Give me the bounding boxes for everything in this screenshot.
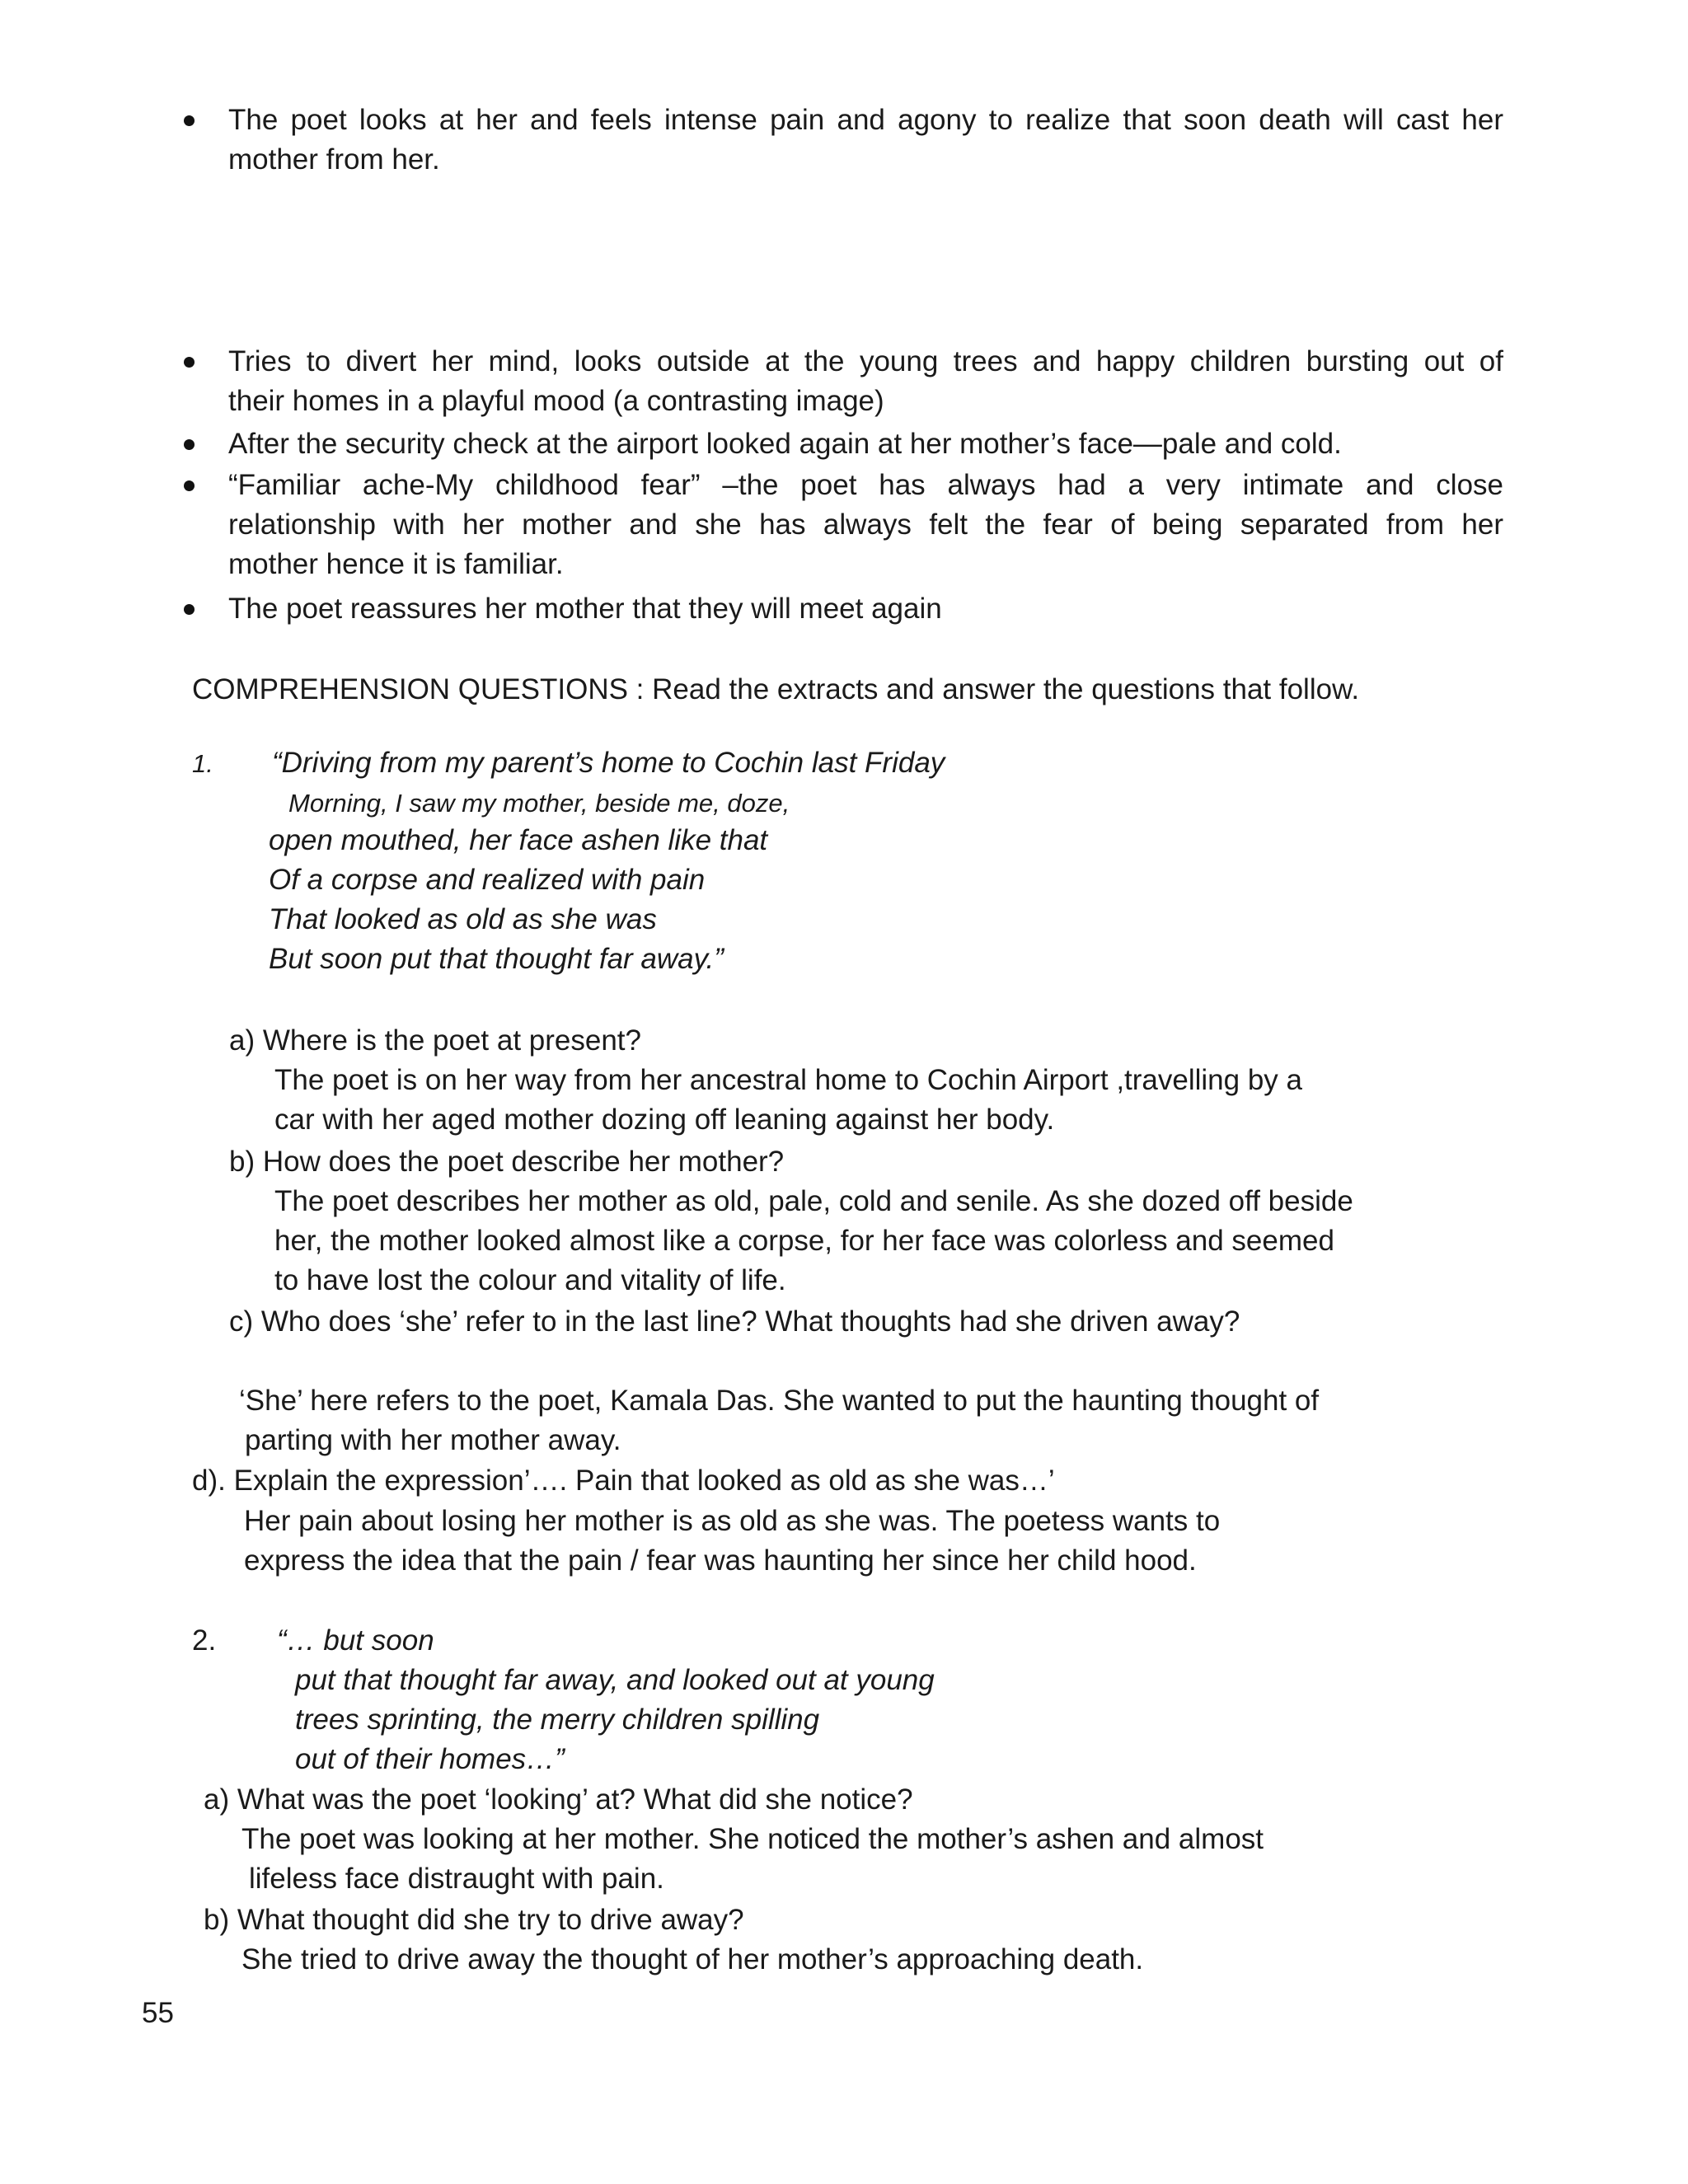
question-a: a) Where is the poet at present? — [229, 1024, 641, 1057]
extract-line: That looked as old as she was — [269, 903, 657, 935]
page-number: 55 — [142, 1997, 174, 2029]
question-c: c) Who does ‘she’ refer to in the last line? What thoughts had she driven away? — [229, 1305, 1240, 1338]
extract-line: “… but soon — [277, 1624, 434, 1657]
answer-line: car with her aged mother dozing off leaning against her body. — [274, 1104, 1055, 1136]
bullet-icon — [184, 480, 195, 491]
question-b: b) How does the poet describe her mother? — [229, 1146, 785, 1178]
bullet-icon — [184, 115, 195, 126]
question-a: a) What was the poet ‘looking’ at? What did she notice? — [204, 1783, 913, 1816]
answer-line: lifeless face distraught with pain. — [249, 1863, 664, 1895]
extract-line: put that thought far away, and looked out at young — [295, 1664, 935, 1696]
question-number: 1. — [192, 749, 213, 778]
bullet-text-line: relationship with her mother and she has always felt the fear of being separated from her — [228, 509, 1503, 541]
answer-line: The poet was looking at her mother. She noticed the mother’s ashen and almost — [241, 1823, 1264, 1855]
question-b: b) What thought did she try to drive away? — [204, 1904, 744, 1936]
extract-line: open mouthed, her face ashen like that — [269, 824, 768, 856]
bullet-text-line: mother hence it is familiar. — [228, 548, 564, 580]
bullet-text-line: “Familiar ache-My childhood fear” –the poet has always had a very intimate and close — [228, 469, 1503, 501]
extract-line: trees sprinting, the merry children spilling — [295, 1704, 820, 1736]
bullet-text-line: Tries to divert her mind, looks outside at the young trees and happy children bursting out of — [228, 345, 1503, 377]
answer-line: Her pain about losing her mother is as old as she was. The poetess wants to — [244, 1505, 1221, 1537]
bullet-icon — [184, 357, 195, 368]
bullet-text-line: mother from her. — [228, 143, 440, 176]
answer-line: The poet is on her way from her ancestral home to Cochin Airport ,travelling by a — [274, 1064, 1302, 1096]
answer-line: express the idea that the pain / fear was haunting her since her child hood. — [244, 1544, 1197, 1577]
answer-line: She tried to drive away the thought of her mother’s approaching death. — [241, 1943, 1144, 1975]
extract-line: But soon put that thought far away.” — [269, 943, 724, 975]
question-d: d). Explain the expression’…. Pain that looked as old as she was…’ — [192, 1465, 1055, 1497]
answer-line: parting with her mother away. — [245, 1424, 621, 1456]
bullet-text-line: The poet looks at her and feels intense pain and agony to realize that soon death will cast her — [228, 104, 1503, 136]
answer-line: ‘She’ here refers to the poet, Kamala Das. She wanted to put the haunting thought of — [239, 1385, 1320, 1417]
bullet-icon — [184, 439, 195, 450]
answer-line: The poet describes her mother as old, pale, cold and senile. As she dozed off beside — [274, 1185, 1353, 1217]
extract-line: out of their homes…” — [295, 1743, 565, 1775]
bullet-text-line: The poet reassures her mother that they will meet again — [228, 593, 942, 625]
bullet-icon — [184, 604, 195, 615]
bullet-text-line: After the security check at the airport looked again at her mother’s face—pale and cold. — [228, 428, 1342, 460]
question-number: 2. — [192, 1624, 217, 1657]
comprehension-heading: COMPREHENSION QUESTIONS : Read the extracts and answer the questions that follow. — [192, 673, 1360, 705]
answer-line: to have lost the colour and vitality of life. — [274, 1264, 786, 1296]
bullet-text-line: their homes in a playful mood (a contrasting image) — [228, 385, 884, 417]
answer-line: her, the mother looked almost like a corpse, for her face was colorless and seemed — [274, 1225, 1334, 1257]
extract-line: “Driving from my parent’s home to Cochin last Friday — [272, 747, 945, 779]
extract-line: Of a corpse and realized with pain — [269, 864, 706, 896]
extract-line: Morning, I saw my mother, beside me, doze, — [288, 789, 790, 818]
